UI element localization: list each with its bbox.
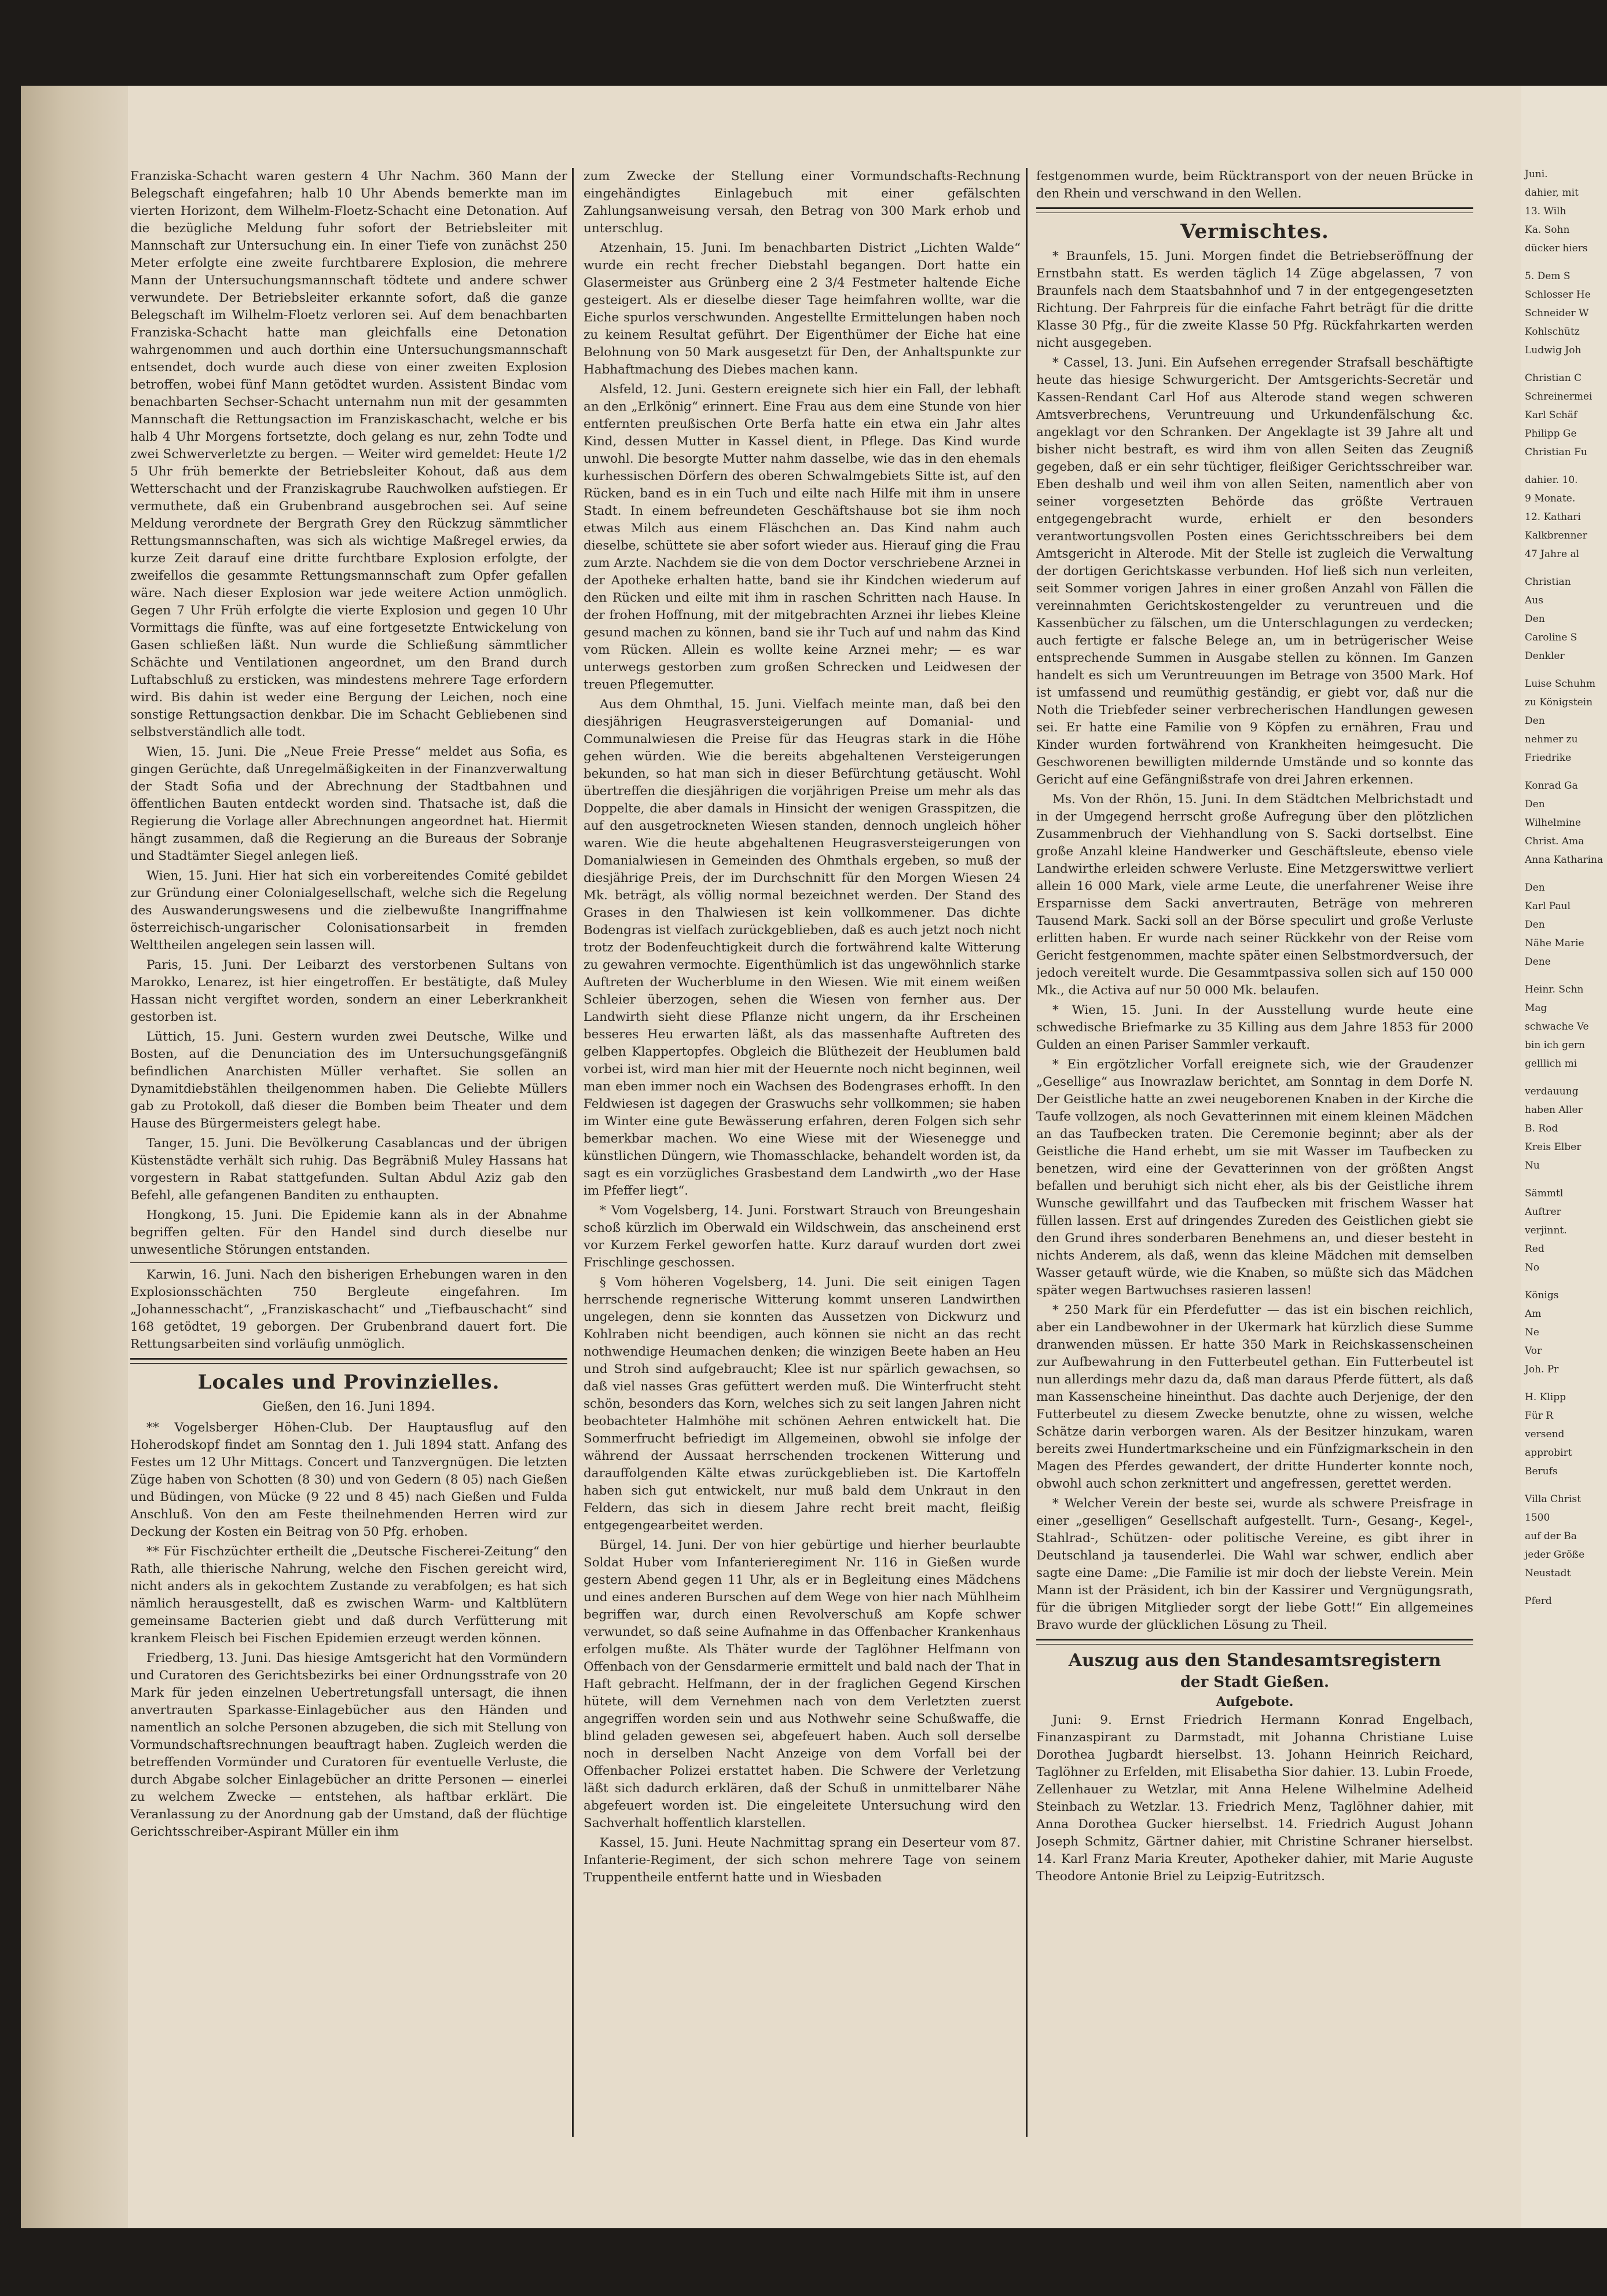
next-page-fragment: Karl Paul <box>1525 900 1571 912</box>
next-page-fragment: jeder Größe <box>1525 1549 1585 1561</box>
article-wien-briefmarke: * Wien, 15. Juni. In der Ausstellung wurde heute eine schwedische Briefmarke zu 35 Killing aus dem Jahre 1853 für 2000 Gulden an einen Pariser Sammler verkauft. <box>1036 1003 1473 1052</box>
next-page-fragment: Berufs <box>1525 1466 1558 1477</box>
next-page-fragment: Königs <box>1525 1290 1559 1301</box>
next-page-fragment: gelllich mi <box>1525 1058 1577 1070</box>
next-page-fragment: H. Klipp <box>1525 1391 1566 1403</box>
next-page-fragment: 47 Jahre al <box>1525 548 1580 560</box>
next-page-fragment: Am <box>1525 1308 1542 1320</box>
article-kassel-cont: festgenommen wurde, beim Rücktransport von der neuen Brücke in den Rhein und verschwand in den Wellen. <box>1036 169 1473 201</box>
next-page-fragment: Den <box>1525 799 1545 810</box>
article-kassel: Kassel, 15. Juni. Heute Nachmittag sprang ein Deserteur vom 87. Infanterie-Regiment, der sich schon mehrere Tage von seinem Truppentheile entfernt hatte und in Wiesbaden <box>584 1836 1021 1885</box>
column-3 <box>1036 168 1473 2148</box>
article-vogelsberger-club: ** Vogelsberger Höhen-Club. Der Hauptausflug auf den Hoherodskopf findet am Sonntag den 1. Juli 1894 statt. Anfang des Festes um 12 Uhr Mittags. Concert und Tanzvergnügen. Die letzten Züge haben von Schotten (8 30) und von Gedern (8 05) nach Gießen und Büdingen, von Mücke (9 22 und 8 45) nach Gießen und Fulda Anschluß. Von den am Feste theilnehmenden Herren wird zur Deckung der Kosten ein Beitrag von 50 Pfg. erhoben. <box>130 1420 567 1539</box>
next-page-fragment: dücker hiers <box>1525 243 1588 254</box>
article-vogelsberg: * Vom Vogelsberg, 14. Juni. Forstwart Strauch von Breungeshain schoß kürzlich im Oberwald ein Wildschwein, das anscheinend erst vor Kurzem Ferkel geworfen hatte. Kurz darauf wurden dort zwei Frischlinge geschossen. <box>584 1203 1021 1270</box>
article-karwin-explosion: Franziska-Schacht waren gestern 4 Uhr Nachm. 360 Mann der Belegschaft eingefahren; halb 10 Uhr Abends bemerkte man im vierten Horizont, dem Wilhelm-Floetz-Schacht eine Detonation. Auf die bezügliche Meldung fuhr sofort der Betriebsleiter mit Mannschaft zur Untersuchung ein. In einer Tiefe von zunächst 250 Meter erfolgte eine zweite furchtbarere Explosion, die mehrere Mann der Untersuchungsmannschaft tödtete und andere schwer verwundete. Der Betriebsleiter erkannte sofort, daß die ganze Belegschaft im Wilhelm-Floetz verloren sei. Auf dem benachbarten Franziska-Schacht hatte man gleichfalls eine Detonation wahrgenommen und auch dorthin eine Untersuchungsmannschaft entsendet, doch wurde auch diese von einer zweiten Explosion betroffen, wobei fünf Mann getödtet wurden. Assistent Bindac vom benachbarten Sechser-Schacht unternahm nun mit der gesammten Mannschaft die Rettungsaction im Franziskaschacht, welche er bis halb 4 Uhr Morgens fortsetzte, doch gelang es nur, zehn Todte und zwei Schwerverletzte zu bergen. — Weiter wird gemeldet: Heute 1/2 5 Uhr früh bemerkte der Betriebsleiter Kohout, daß aus dem Wetterschacht und der Franziskagrube Rauchwolken aufstiegen. Er vermuthete, daß ein Grubenbrand ausgebrochen sei. Auf seine Meldung verordnete der Bergrath Grey den Rückzug sämmtlicher Rettungsmannschaften, was sich als wichtige Maßregel erwies, da kurze Zeit darauf eine dritte furchtbare Explosion erfolgte, der zweifellos die gesammte Rettungsmannschaft zum Opfer gefallen wäre. Nach dieser Explosion war jede weitere Action unmöglich. Gegen 7 Uhr Früh erfolgte die vierte Explosion und gegen 10 Uhr Vormittags die fünfte, was auf eine fortgesetzte Entwickelung von Gasen schließen läßt. Nun wurde die Schließung sämmtlicher Schächte und Ventilationen angeordnet, um den Brand durch Luftabschluß zu ersticken, was mindestens mehrere Tage erfordern wird. Bis dahin ist weder eine Bergung der Leichen, noch eine sonstige Rettungsaction denkbar. Die im Schacht Gebliebenen sind selbstverständlich alle todt. <box>130 169 567 739</box>
next-page-fragment: Mag <box>1525 1002 1547 1014</box>
section-divider <box>1036 1639 1473 1645</box>
section-divider <box>1036 207 1473 213</box>
next-page-fragment: 5. Dem S <box>1525 270 1571 282</box>
next-page-fragment: Den <box>1525 882 1545 894</box>
next-page-fragment: zu Königstein <box>1525 697 1593 708</box>
article-hongkong: Hongkong, 15. Juni. Die Epidemie kann als in der Abnahme begriffen gelten. Für den Handel sind durch dieselbe nur unwesentliche Störungen entstanden. <box>130 1208 567 1257</box>
next-page-fragment: Für R <box>1525 1410 1554 1422</box>
next-page-fragment: Christian <box>1525 576 1571 588</box>
article-friedberg-cont: zum Zwecke der Stellung einer Vormundschafts-Rechnung eingehändigtes Einlagebuch mit einer gefälschten Zahlungsanweisung versah, den Betrag von 300 Mark erhob und unterschlug. <box>584 169 1021 236</box>
next-page-fragment: bin ich gern <box>1525 1039 1586 1051</box>
column-1 <box>130 168 567 2148</box>
next-page-fragment: Villa Christ <box>1525 1493 1581 1505</box>
next-page-fragment: Wilhelmine <box>1525 817 1582 829</box>
next-page-fragment: Kalkbrenner <box>1525 530 1587 541</box>
next-page-fragment: Kohlschütz <box>1525 326 1580 338</box>
next-page-fragment: Caroline S <box>1525 632 1577 643</box>
next-page-fragment: No <box>1525 1262 1540 1273</box>
article-atzenhain: Atzenhain, 15. Juni. Im benachbarten District „Lichten Walde“ wurde ein recht frecher Diebstahl begangen. Dort hatte ein Glasermeister aus Grünberg eine 2 3/4 Festmeter haltende Eiche gesteigert. Als er dieselbe dieser Tage heimfahren wollte, war die Eiche spurlos verschwunden. Angestellte Ermittelungen haben noch zu keinem Resultat geführt. Der Eigenthümer der Eiche hat eine Belohnung von 50 Mark ausgesetzt für Den, der Anhaltspunkte zur Habhaftmachung des Diebes machen kann. <box>584 241 1021 377</box>
next-page-fragment: haben Aller <box>1525 1104 1583 1116</box>
column-rule-2 <box>1026 168 1028 2137</box>
next-page-fragment: Kreis Elber <box>1525 1141 1582 1153</box>
next-page-fragment: versend <box>1525 1429 1565 1440</box>
article-paris: Paris, 15. Juni. Der Leibarzt des verstorbenen Sultans von Marokko, Lenarez, ist hier eingetroffen. Er bestätigte, daß Muley Hassan nicht vergiftet worden, sondern an einer Leberkrankheit gestorben ist. <box>130 958 567 1024</box>
section-heading-standesamt: Auszug aus den Standesamtsregistern <box>1068 1650 1441 1671</box>
section-heading-vermischtes: Vermischtes. <box>1180 220 1329 243</box>
article-buergel: Bürgel, 14. Juni. Der von hier gebürtige und hierher beurlaubte Soldat Huber vom Infanterieregiment Nr. 116 in Gießen wurde gestern Abend gegen 11 Uhr, als er in Begleitung eines Mädchens und eines anderen Burschen auf dem Wege von hier nach Mühlheim begriffen war, durch einen Revolverschuß am Kopfe schwer verwundet, so daß seine Aufnahme in das Offenbacher Krankenhaus erfolgen mußte. Als Thäter wurde der Taglöhner Helfmann von Offenbach von der Gensdarmerie ermittelt und bald nach der That in Haft gebracht. Helfmann, der in der fraglichen Gegend Kirschen hütete, will dem Vernehmen nach von dem Verletzten zuerst angegriffen worden sein und aus Nothwehr seine Schußwaffe, die blind geladen gewesen sei, abgefeuert haben. Auch soll derselbe noch in derselben Nacht Anzeige von dem Vorfall bei der Offenbacher Polizei erstattet haben. Die Schwere der Verletzung läßt sich dadurch erklären, daß der Schuß in unmittelbarer Nähe abgefeuert worden ist. Die eingeleitete Untersuchung wird den Sachverhalt hoffentlich klarstellen. <box>584 1538 1021 1830</box>
article-cassel: * Cassel, 13. Juni. Ein Aufsehen erregender Strafsall beschäftigte heute das hiesige Schwurgericht. Der Amtsgerichts-Secretär und Kassen-Rendant Carl Hof aus Alterode stand wegen schweren Amtsverbrechens, Veruntreuung und Urkundenfälschung &c. angeklagt vor den Schranken. Der Angeklagte ist 39 Jahre alt und bisher nicht bestraft, es wird ihm von allen Seiten das Zeugniß gegeben, daß er ein sehr tüchtiger, fleißiger Gerichtsschreiber war. Eben deshalb und weil ihm von allen Seiten, namentlich aber von seiner vorgesetzten Behörde das größte Vertrauen entgegengebracht wurde, erhielt er den besonders verantwortungsvollen Posten eines Gerichtsschreibers bei dem Amtsgericht in Alterode. Mit der Stelle ist zugleich die Verwaltung der dortigen Gerichtskasse verbunden. Hof ließ sich nun verleiten, seit Sommer vorigen Jahres in einer großen Anzahl von Fällen die vereinnahmten Gerichtskostengelder zu veruntreuen und die Kassenbücher zu fälschen, um die Unterschlagungen zu verdecken; auch fertigte er falsche Belege an, um in betrügerischer Weise entsprechende Summen in Ausgabe stellen zu können. Im Ganzen handelt es sich um Veruntreuungen im Betrage von 3500 Mark. Hof ist umfassend und reumüthig geständig, er giebt vor, daß nur die Noth die Triebfeder seiner verbrecherischen Handlungen gewesen sei. Er hatte eine Familie von 9 Köpfen zu ernähren, Frau und Kinder wurden fortwährend von Krankheiten heimgesucht. Die Geschworenen bewilligten mildernde Umstände und so konnte das Gericht auf eine Gefängnißstrafe von drei Jahren erkennen. <box>1036 356 1473 787</box>
next-page-fragment: Karl Schäf <box>1525 409 1577 421</box>
next-page-fragment: nehmer zu <box>1525 734 1578 745</box>
article-wien-sofia: Wien, 15. Juni. Die „Neue Freie Presse“ meldet aus Sofia, es gingen Gerüchte, daß Unregelmäßigkeiten in der Finanzverwaltung der Stadt Sofia und der Abrechnung der Stadtbahnen und öffentlichen Bauten entdeckt worden sind. Thatsache ist, daß die Regierung die Vorlage aller Abrechnungen angeordnet hat. Hiermit hängt zusammen, daß die Regierung an die Bureaus der Sobranje und Stadtämter Siegel anlegen ließ. <box>130 745 567 863</box>
subheading-aufgebote: Aufgebote. <box>1216 1694 1294 1709</box>
next-page-fragment: Red <box>1525 1243 1544 1255</box>
next-page-fragment: Dene <box>1525 956 1551 968</box>
next-page-fragment: Den <box>1525 919 1545 931</box>
next-page-edge <box>1521 86 1607 2228</box>
next-page-fragment: Schreinermei <box>1525 391 1593 402</box>
next-page-fragment: Nähe Marie <box>1525 938 1584 949</box>
next-page-fragment: Philipp Ge <box>1525 428 1577 440</box>
column-2 <box>584 168 1021 2148</box>
next-page-fragment: Aus <box>1525 595 1543 606</box>
next-page-fragment: Schneider W <box>1525 307 1589 319</box>
next-page-fragment: Schlosser He <box>1525 289 1591 301</box>
next-page-fragment: 9 Monate. <box>1525 493 1576 504</box>
book-spine-shadow <box>21 86 128 2228</box>
next-page-fragment: Friedrike <box>1525 752 1572 764</box>
next-page-fragment: Juni. <box>1525 169 1548 180</box>
article-wien-colonial: Wien, 15. Juni. Hier hat sich ein vorbereitendes Comité gebildet zur Gründung einer Colonialgesellschaft, welche sich die Regelung des Auswanderungswesens und die zielbewußte Inangriffnahme österreichisch-ungarischer Colonisationsarbeit in fremden Welttheilen angelegen sein lassen will. <box>130 869 567 953</box>
next-page-fragment: verdauung <box>1525 1086 1579 1097</box>
article-alsfeld: Alsfeld, 12. Juni. Gestern ereignete sich hier ein Fall, der lebhaft an den „Erlkönig“ erinnert. Eine Frau aus dem eine Stunde von hier entfernten preußischen Orte Berfa hatte ein etwa ein Jahr altes Kind, dessen Mutter in Kassel dient, in Pflege. Das Kind wurde unwohl. Die besorgte Mutter nahm dasselbe, wie das in den ehemals kurhessischen Dörfern des oberen Schwalmgebiets Sitte ist, auf den Rücken, band es in ein Tuch und eilte nach Hilfe mit ihm in unsere Stadt. In einem befreundeten Geschäftshause bot sie ihm noch etwas Milch aus einem Fläschchen an. Das Kind nahm auch dieselbe, schüttete sie aber sofort wieder aus. Hierauf ging die Frau zum Arzte. Nachdem sie die von dem Doctor verschriebene Arznei in der Apotheke erhalten hatte, band sie ihr Kindchen wiederum auf den Rücken und eilte mit ihm in raschen Schritten nach Hause. In der frohen Hoffnung, mit der mitgebrachten Arznei ihr liebes Kleine gesund machen zu können, band sie ihr Tuch auf und nahm das Kind vom Rücken. Allein es wollte keine Arznei mehr; — es war unterwegs gestorben zum großen Schrecken und Leidwesen der treuen Pflegemutter. <box>584 382 1021 692</box>
next-page-fragment: Christian Fu <box>1525 446 1587 458</box>
article-hoeherer-vogelsberg: § Vom höheren Vogelsberg, 14. Juni. Die seit einigen Tagen herrschende regnerische Witterung kommt unseren Landwirthen ungelegen, denn sie konnten das Aussetzen von Dickwurz und Kohlraben nicht beendigen, auch können sie nicht an das recht nothwendige Heumachen denken; die winzigen Beete haben an Heu und Stroh sind aufgebraucht; Klee ist nur spärlich gewachsen, so daß viel nasses Gras gefüttert werden muß. Die Winterfrucht steht schön, besonders das Korn, welches sich zu seit langen Jahren nicht beobachteter Halmhöhe mit schönen Aehren entwickelt hat. Die Sommerfrucht befriedigt im Allgemeinen, obwohl sie infolge der während der Aussaat herrschenden trockenen Witterung und darauffolgenden Kälte etwas zurückgeblieben ist. Die Kartoffeln haben sich gut entwickelt, nur muß bald dem Unkraut in den Feldern, das sich in diesem Jahre recht breit macht, fleißig entgegengearbeitet werden. <box>584 1275 1021 1533</box>
section-subheading-standesamt: der Stadt Gießen. <box>1180 1674 1330 1691</box>
next-page-fragment: 1500 <box>1525 1512 1550 1524</box>
next-page-fragment: dahier. 10. <box>1525 474 1578 486</box>
next-page-fragment: Pferd <box>1525 1595 1552 1607</box>
next-page-fragment: Ka. Sohn <box>1525 224 1570 236</box>
next-page-fragments <box>1521 86 1607 1609</box>
next-page-fragment: Christ. Ama <box>1525 836 1584 847</box>
article-taufe: * Ein ergötzlicher Vorfall ereignete sich, wie der Graudenzer „Gesellige“ aus Inowrazlaw berichtet, am Sonntag in dem Dorfe N. Der Geistliche hatte an zwei neugeborenen Knaben in der Kirche die Taufe vollzogen, als noch Gevatterinnen mit einem kleinen Mädchen an das Taufbecken traten. Die Ceremonie beginnt; aber als der Geistliche die Hand erhebt, um sie mit Wasser im Taufbecken zu benetzen, wird eine der Gevatterinnen von der größten Angst befallen und beruhigt sich nicht eher, als bis der Geistliche ihrem Wunsche gewillfahrt und das Taufbecken mit frischem Wasser hat füllen lassen. Erst auf dringendes Zureden des Geistlichen giebt sie den Grund ihres sonderbaren Benehmens an, und dieser besteht in nichts Anderem, als daß, wenn das kleine Mädchen mit demselben Wasser getauft würde, wie die Knaben, so müßte sich das Mädchen später wegen Bartwuchses rasieren lassen! <box>1036 1057 1473 1298</box>
next-page-fragment: verjinnt. <box>1525 1225 1567 1236</box>
dateline: Gießen, den 16. Juni 1894. <box>262 1400 435 1414</box>
register-aufgebote: Juni: 9. Ernst Friedrich Hermann Konrad Engelbach, Finanzaspirant zu Darmstadt, mit Johanna Christiane Luise Dorothea Jugbardt hierselbst. 13. Johann Heinrich Reichard, Taglöhner zu Erfelden, mit Elisabetha Sior dahier. 13. Lubin Froede, Zellenhauer zu Wetzlar, mit Anna Helene Wilhelmine Adelheid Steinbach zu Wetzlar. 13. Friedrich Menz, Taglöhner dahier, mit Anna Dorothea Gucker hierselbst. 14. Friedrich August Johann Joseph Schmitz, Gärtner dahier, mit Christine Schraner hierselbst. 14. Karl Franz Maria Kreuter, Apotheker dahier, mit Marie Auguste Theodore Antonie Briel zu Leipzig-Eutritzsch. <box>1036 1713 1473 1884</box>
next-page-fragment: 13. Wilh <box>1525 206 1566 217</box>
next-page-fragment: Heinr. Schn <box>1525 984 1584 995</box>
next-page-fragment: Den <box>1525 613 1545 625</box>
next-page-fragment: Denkler <box>1525 650 1565 662</box>
next-page-fragment: Christian C <box>1525 372 1582 384</box>
article-luettich: Lüttich, 15. Juni. Gestern wurden zwei Deutsche, Wilke und Bosten, auf die Denunciation des im Untersuchungsgefängniß befindlichen Anarchisten Müller verhaftet. Sie sollen an Dynamitdiebstählen theilgenommen haben. Die Geliebte Müllers gab zu Protokoll, daß dieser die Bomben beim Theater und dem Hause des Bürgermeisters gelegt habe. <box>130 1030 567 1131</box>
next-page-fragment: Vor <box>1525 1345 1542 1357</box>
article-tanger: Tanger, 15. Juni. Die Bevölkerung Casablancas und der übrigen Küstenstädte verhält sich ruhig. Das Begräbniß Muley Hassans hat vorgestern in Rabat stattgefunden. Sultan Abdul Aziz gab den Befehl, alle gefangenen Banditen zu enthaupten. <box>130 1136 567 1203</box>
next-page-fragment: Nu <box>1525 1160 1540 1171</box>
column-rule-1 <box>572 168 574 2137</box>
section-divider <box>130 1358 567 1364</box>
next-page-fragment: approbirt <box>1525 1447 1572 1459</box>
next-page-fragment: Ludwig Joh <box>1525 345 1582 356</box>
section-heading-local: Locales und Provinzielles. <box>197 1371 500 1394</box>
next-page-fragment: 12. Kathari <box>1525 511 1581 523</box>
next-page-fragment: Den <box>1525 715 1545 727</box>
next-page-fragment: Joh. Pr <box>1525 1364 1559 1375</box>
divider <box>130 1262 567 1263</box>
next-page-fragment: Auftrer <box>1525 1206 1561 1218</box>
article-fischzuechter: ** Für Fischzüchter ertheilt die „Deutsche Fischerei-Zeitung“ den Rath, alle thierische Nahrung, welche den Fischen gereicht wird, nicht anders als in gekochtem Zustande zu verabfolgen; es hat sich nämlich herausgestellt, daß es zwischen Warm- und Kaltblütern gemeinsame Bacterien giebt und daß durch Verfütterung mit krankem Fleisch bei Fischen Epidemien erzeugt werden können. <box>130 1544 567 1646</box>
next-page-fragment: Neustadt <box>1525 1568 1571 1579</box>
next-page-fragment: Luise Schuhm <box>1525 678 1595 690</box>
next-page-fragment: dahier, mit <box>1525 187 1579 199</box>
next-page-fragment: Konrad Ga <box>1525 780 1578 792</box>
article-verein: * Welcher Verein der beste sei, wurde als schwere Preisfrage in einer „geselligen“ Gesellschaft aufgestellt. Turn-, Gesang-, Kegel-, Stahlrad-, Schützen- oder politische Vereine, es gibt ihrer in Deutschland ja tausenderlei. Die Wahl war schwer, endlich aber sagte eine Dame: „Die Familie ist mir doch der liebste Verein. Mein Mann ist der Präsident, ich bin der Kassirer und Vergnügungsrath, für die übrigen Mitglieder sorgt der liebe Gott!“ Ein allgemeines Bravo wurde der glücklichen Lösung zu Theil. <box>1036 1496 1473 1632</box>
next-page-fragment: Sämmtl <box>1525 1188 1564 1199</box>
article-friedberg: Friedberg, 13. Juni. Das hiesige Amtsgericht hat den Vormündern und Curatoren des Gerichtsbezirks bei einer Ordnungsstrafe von 20 Mark für jeden einzelnen Uebertretungsfall untersagt, die ihnen anvertrauten Sparkasse-Einlagebücher aus den Händen und namentlich an solche Personen abzugeben, die sich mit Stellung von Vormundschaftsrechnungen beauftragt haben. Zugleich werden die betreffenden Vormünder und Curatoren für eventuelle Verluste, die durch Abgabe solcher Einlagebücher an dritte Personen — einerlei zu welchem Zwecke — entstehen, als haftbar erklärt. Die Veranlassung zu der Anordnung gab der Umstand, daß der flüchtige Gerichtsschreiber-Aspirant Müller ein ihm <box>130 1651 567 1839</box>
article-karwin-update: Karwin, 16. Juni. Nach den bisherigen Erhebungen waren in den Explosionsschächten 750 Bergleute eingefahren. Im „Johannesschacht“, „Franziskaschacht“ und „Tiefbauschacht“ sind 168 getödtet, 19 geborgen. Der Grubenbrand dauert fort. Die Rettungsarbeiten sind vorläufig unmöglich. <box>130 1268 567 1352</box>
article-ohmthal: Aus dem Ohmthal, 15. Juni. Vielfach meinte man, daß bei den diesjährigen Heugrasversteigerungen auf Domanial- und Communalwiesen die Preise für das Heugras stark in die Höhe gehen würden. Wie die bereits abgehaltenen Versteigerungen bekunden, so hat man sich in dieser Befürchtung getäuscht. Wohl übertreffen die diesjährigen die vorjährigen Preise um mehr als das Doppelte, die aber damals in Hinsicht der wenigen Grasspitzen, die auf den ausgetrockneten Wiesen standen, dennoch ungleich höher waren. Wie die heute abgehaltenen Heugrasversteigerungen von Domanialwiesen in Gemeinden des Ohmthals ergeben, so muß der diesjährige Preis, der im Durchschnitt für den Morgen Wiesen 24 Mk. beträgt, als völlig normal bezeichnet werden. Der Stand des Grases in den Thalwiesen ist kein vollkommener. Das dichte Bodengras ist vielfach zurückgeblieben, daß es auch jetzt noch nicht trotz der Bodenfeuchtigkeit durch die fortwährend kalte Witterung zu gewahren vermochte. Eigenthümlich ist das ungewöhnlich starke Auftreten der Wucherblume in den Wiesen. Wie mit einem weißen Schleier überzogen, sehen die Wiesen von fernher aus. Der Landwirth sieht diese Pflanze nicht ungern, da ihr Erscheinen besseres Heu erwarten läßt, als das massenhafte Auftreten des gelben Klappertopfes. Obgleich die Blüthezeit der Heublumen bald vorbei ist, wird man hier mit der Heuernte noch nicht beginnen, weil man eben immer noch ein Wachsen des Bodengrases erhofft. In den Feldwiesen ist dagegen der Graswuchs sehr vollkommen; sie haben im Winter eine gute Bewässerung erfahren, deren Folgen sich sehr bemerkbar machen. Wo eine Wiese mit der Wiesenegge und künstlichen Düngern, wie Thomasschlacke, behandelt worden ist, da sagt es ein vorzügliches Grasbestand dem Landwirth „wo der Hase im Pfeffer liegt“. <box>584 697 1021 1198</box>
article-braunfels: * Braunfels, 15. Juni. Morgen findet die Betriebseröffnung der Ernstbahn statt. Es werden täglich 14 Züge abgelassen, 7 von Braunfels nach dem Staatsbahnhof und 7 in der entgegengesetzten Richtung. Der Fahrpreis für die einfache Fahrt beträgt für die dritte Klasse 30 Pfg., für die zweite Klasse 50 Pfg. Rückfahrkarten werden nicht ausgegeben. <box>1036 249 1473 350</box>
next-page-fragment: B. Rod <box>1525 1123 1558 1134</box>
next-page-fragment: Anna Katharina <box>1525 854 1604 866</box>
article-pferdefutter: * 250 Mark für ein Pferdefutter — das ist ein bischen reichlich, aber ein Landbewohner in der Ukermark hat kürzlich diese Summe dranwenden müssen. Er hatte 350 Mark in Reichskassenscheinen zur Aufbewahrung in den Futterbeutel gethan. Ein Futterbeutel ist nun allerdings mehr dazu da, daß man daraus Pferde füttert, als daß man Kassenscheine hineinthut. Das dachte auch Derjenige, der den Futterbeutel zu diesem Zwecke benutzte, ohne zu wissen, welche Schätze darin verborgen waren. Als der Besitzer hinzukam, waren bereits zwei Hundertmarkscheine und ein Fünfzigmarkschein in den Magen des Pferdes gewandert, der dritte Hunderter konnte noch, obwohl auch schon zerknittert und angefressen, gerettet werden. <box>1036 1303 1473 1491</box>
next-page-fragment: schwache Ve <box>1525 1021 1589 1032</box>
next-page-fragment: Ne <box>1525 1327 1539 1338</box>
article-rhoen: Ms. Von der Rhön, 15. Juni. In dem Städtchen Melbrichstadt und in der Umgegend herrscht große Aufregung über den plötzlichen Zusammenbruch der Viehhandlung von S. Sacki dortselbst. Eine große Anzahl kleine Handwerker und Geschäftsleute, ebenso viele Landwirthe erleiden schwere Verluste. Eine Metzgerswittwe verliert allein 16 000 Mark, viele arme Leute, die unerfahrener Weise ihre Ersparnisse dem Sacki anvertrauten, Beträge von mehreren Tausend Mark. Sacki soll an der Börse speculirt und große Verluste erlitten haben. Er wurde nach seiner Rückkehr von der Reise vom Gericht festgenommen, machte später einen Selbstmordversuch, der jedoch vereitelt wurde. Die Gesammtpassiva sollen sich auf 150 000 Mk., die Activa auf nur 50 000 Mk. belaufen. <box>1036 792 1473 998</box>
next-page-fragment: auf der Ba <box>1525 1530 1577 1542</box>
